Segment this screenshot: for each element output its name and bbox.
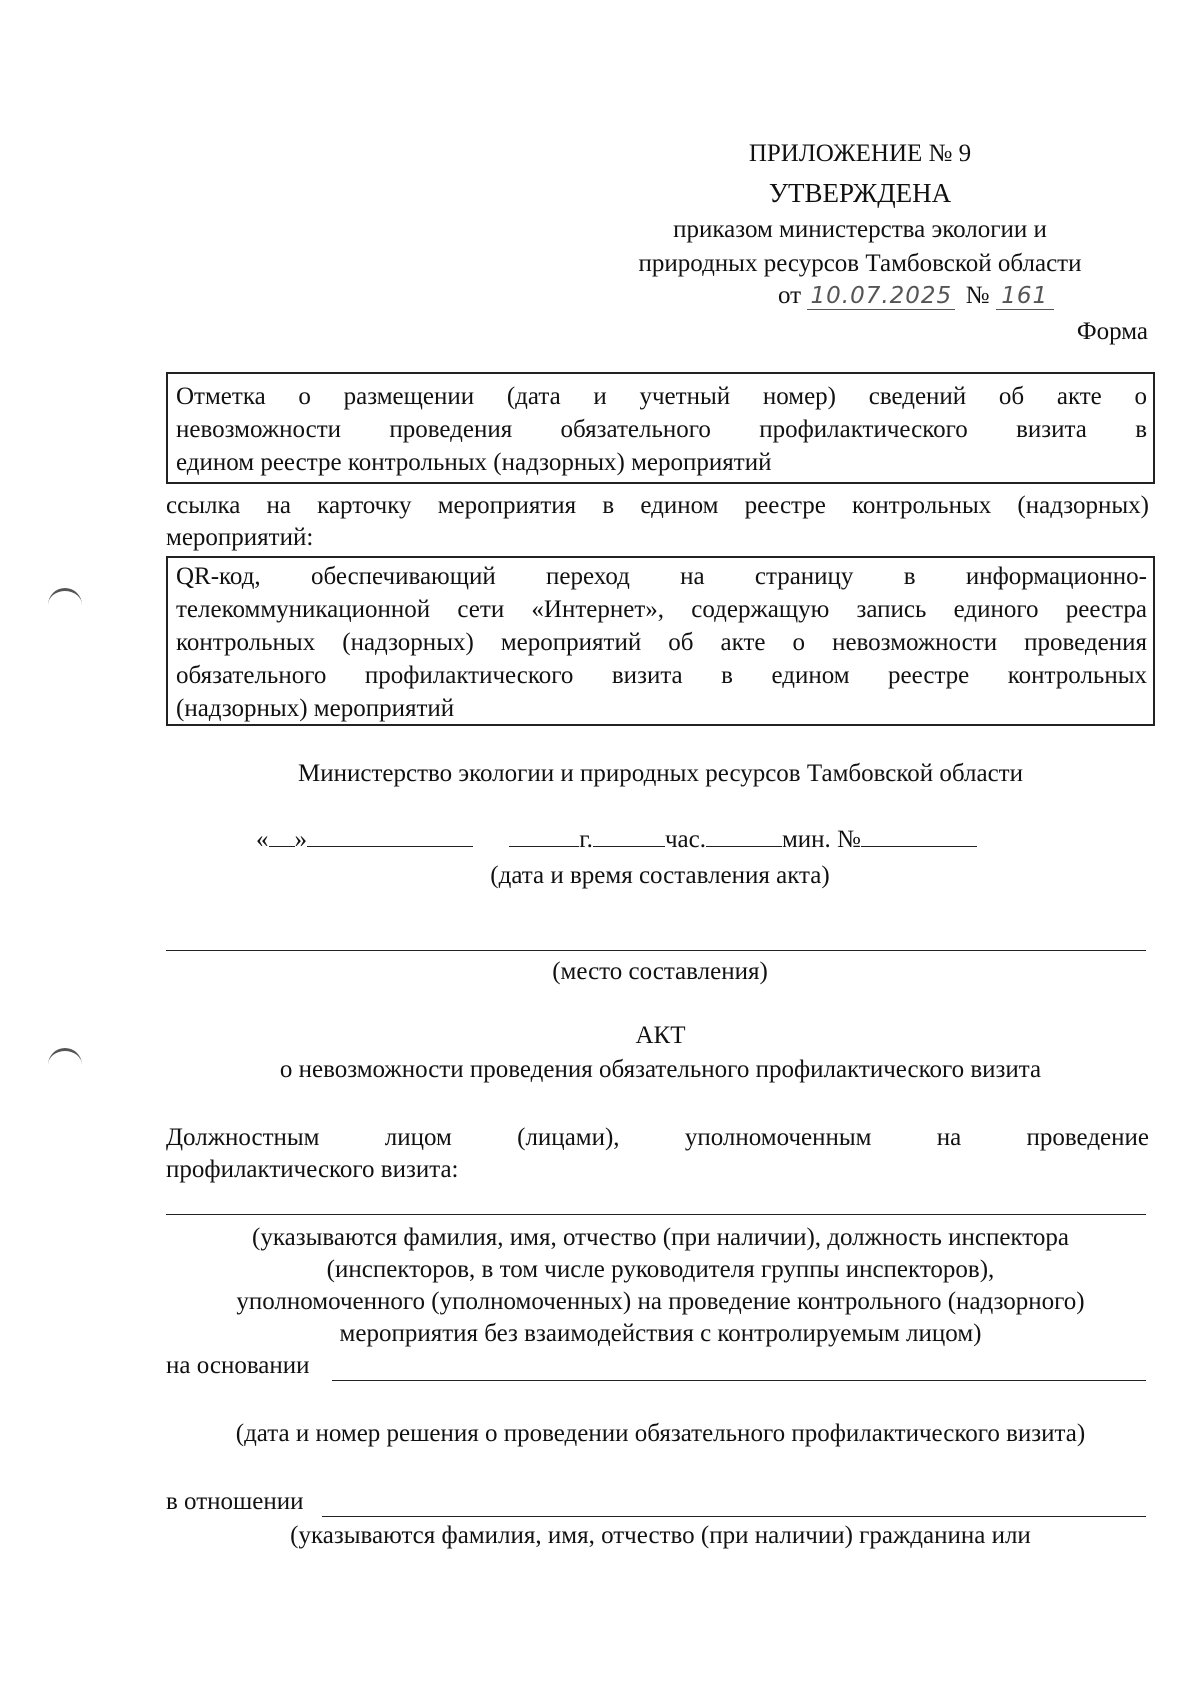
order-from-label: от bbox=[778, 282, 802, 309]
date-close-quote: » bbox=[294, 826, 307, 853]
place-caption: (место составления) bbox=[552, 958, 768, 985]
appendix-number: ПРИЛОЖЕНИЕ № 9 bbox=[748, 140, 972, 167]
officials-caption-2: (инспекторов, в том числе руководителя группы инспекторов), bbox=[326, 1256, 995, 1283]
qr-code-box bbox=[166, 556, 1155, 726]
order-date-line bbox=[778, 282, 1054, 310]
officials-caption-3: уполномоченного (уполномоченных) на проведение контрольного (надзорного) bbox=[236, 1288, 1085, 1315]
registry-mark-line-1: Отметка о размещении (дата и учетный номер) сведений об акте о bbox=[176, 383, 1147, 410]
registry-mark-box bbox=[166, 372, 1155, 484]
officials-line-1: Должностным лицом (лицами), уполномоченным на проведение bbox=[166, 1124, 1149, 1151]
month-blank[interactable] bbox=[307, 846, 473, 847]
date-open-quote: « bbox=[256, 826, 269, 853]
place-line[interactable] bbox=[166, 950, 1146, 951]
basis-caption: (дата и номер решения о проведении обязательного профилактического визита) bbox=[235, 1420, 1086, 1447]
binder-mark-top bbox=[48, 588, 82, 609]
minute-blank[interactable] bbox=[706, 846, 782, 847]
registry-link-line-1: ссылка на карточку мероприятия в едином реестре контрольных (надзорных) bbox=[166, 492, 1149, 519]
form-label: Форма bbox=[1076, 318, 1148, 345]
regarding-label: в отношении bbox=[166, 1488, 304, 1515]
act-number-blank[interactable] bbox=[861, 846, 977, 847]
qr-code-line-1: QR-код, обеспечивающий переход на страницу в информационно- bbox=[176, 563, 1147, 590]
order-number-handwritten: 161 bbox=[996, 283, 1054, 310]
act-title: АКТ bbox=[635, 1022, 686, 1049]
basis-line[interactable] bbox=[332, 1380, 1146, 1381]
officials-line[interactable] bbox=[166, 1214, 1146, 1215]
qr-code-line-3: контрольных (надзорных) мероприятий об акте о невозможности проведения bbox=[176, 629, 1147, 656]
qr-code-line-2: телекоммуникационной сети «Интернет», содержащую запись единого реестра bbox=[176, 596, 1147, 623]
minute-number-label: мин. № bbox=[781, 826, 861, 853]
regarding-caption: (указываются фамилия, имя, отчество (при наличии) гражданина или bbox=[290, 1522, 1031, 1549]
binder-mark-bottom bbox=[48, 1048, 82, 1069]
datetime-line bbox=[256, 826, 977, 854]
officials-line-2: профилактического визита: bbox=[166, 1156, 459, 1183]
order-line-2: природных ресурсов Тамбовской области bbox=[638, 250, 1082, 277]
officials-caption-1: (указываются фамилия, имя, отчество (при наличии), должность инспектора bbox=[252, 1224, 1069, 1251]
registry-link-line-2: мероприятий: bbox=[166, 524, 314, 551]
qr-code-line-4: обязательного профилактического визита в едином реестре контрольных bbox=[176, 662, 1147, 689]
year-suffix: г. bbox=[579, 826, 593, 853]
regarding-line[interactable] bbox=[322, 1516, 1146, 1517]
order-date-handwritten: 10.07.2025 bbox=[807, 283, 955, 310]
officials-caption-4: мероприятия без взаимодействия с контролируемым лицом) bbox=[339, 1320, 982, 1347]
year-blank[interactable] bbox=[509, 846, 579, 847]
hour-blank[interactable] bbox=[593, 846, 665, 847]
order-line-1: приказом министерства экологии и bbox=[673, 216, 1047, 243]
ministry-name: Министерство экологии и природных ресурсов Тамбовской области bbox=[298, 760, 1023, 787]
order-number-label: № bbox=[965, 282, 990, 309]
datetime-caption: (дата и время составления акта) bbox=[490, 862, 830, 889]
qr-code-line-5: (надзорных) мероприятий bbox=[176, 695, 455, 722]
approved-label: УТВЕРЖДЕНА bbox=[768, 178, 952, 208]
act-subtitle: о невозможности проведения обязательного профилактического визита bbox=[279, 1056, 1042, 1083]
registry-mark-line-3: едином реестре контрольных (надзорных) мероприятий bbox=[176, 449, 772, 476]
hour-label: час. bbox=[664, 826, 706, 853]
day-blank[interactable] bbox=[269, 846, 295, 847]
registry-mark-line-2: невозможности проведения обязательного профилактического визита в bbox=[176, 416, 1147, 443]
basis-label: на основании bbox=[166, 1352, 310, 1379]
